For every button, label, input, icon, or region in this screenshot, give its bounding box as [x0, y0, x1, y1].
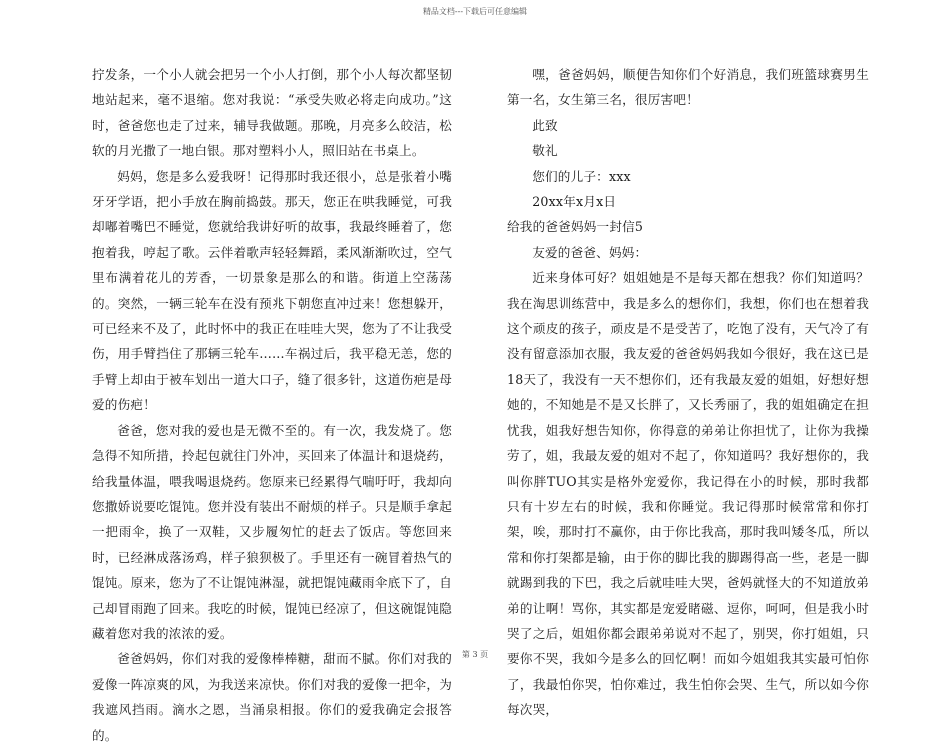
- paragraph: 近来身体可好？姐姐她是不是每天都在想我？你们知道吗？我在淘思训练营中，我是多么的想你们，我想，你们也在想着我这个顽皮的孩子，顽皮是不是受苦了，吃饱了没有，天气冷了有没有留意添加衣服，我友爱的爸爸妈妈我如今很好，我在这已是18天了，我没有一天不想你们，还有我最友爱的姐姐，好想好想她的，不知她是不是又长胖了，又长秀丽了，我的姐姐确定在担忧我，姐我好想告知你，你得意的弟弟让你担忧了，让你为我操劳了，姐，我最友爱的姐对不起了，你知道吗？我好想你的，我叫你胖TUO其实是格外宠爱你，我记得在小的时候，那时我都只有十岁左右的时候，我和你睡觉。我记得那时候常常和你打架，唉，那时打不赢你，由于你比我高，那时我叫矮冬瓜，所以常和你打架都是输，由于你的脚比我的脚踢得高一些，老是一脚就踢到我的下巴，我之后就哇哇大哭，爸妈就怪大的不知道放弟弟的让啊！骂你，其实都是宠爱睹磁、逗你，呵呵，但是我小时哭了之后，姐姐你都会跟弟弟说对不起了，别哭，你打姐姐，只要你不哭，我如今是多么的回忆啊！而如今姐姐我其实最可怕你了，我最怕你哭，怕你难过，我生怕你会哭、生气，所以如今你每次哭，: [507, 270, 869, 718]
- page-number: 第 3 页: [461, 650, 489, 659]
- signature-line: 您们的儿子：xxx: [532, 168, 631, 184]
- date-line: 20xx年x月x日: [532, 194, 617, 210]
- closing-line: 此致: [532, 117, 558, 133]
- paragraph: 爸爸妈妈，你们对我的爱像棒棒糖，甜而不腻。你们对我的爱像一阵凉爽的风，为我送来凉快。你们对我的爱像一把伞，为我遮风挡雨。滴水之恩，当涌泉相报。你们的爱我确定会报答的。: [92, 651, 452, 743]
- paragraph: 妈妈，您是多么爱我呀！记得那时我还很小，总是张着小嘴牙牙学语，把小手放在胸前捣鼓。那天，您正在哄我睡觉，可我却嘟着嘴巴不睡觉，您就给我讲好听的故事，我最终睡着了，您抱着我，哼起了歌。云伴着歌声轻轻舞蹈，柔风渐渐吹过，空气里布满着花儿的芳香，一切景象是那么的和谐。街道上空荡荡的。突然，一辆三轮车在没有预兆下朝您直冲过来！您想躲开，可已经来不及了，此时怀中的我正在哇哇大哭，您为了不让我受伤，用手臂挡住了那辆三轮车……车祸过后，我平稳无恙，您的手臂上却由于被车划出一道大口子，缝了很多针，这道伤疤是母爱的伤疤！: [92, 168, 452, 413]
- left-column: [92, 62, 452, 748]
- salutation: 友爱的爸爸、妈妈：: [532, 244, 648, 260]
- letter-title: 给我的爸爸妈妈一封信5: [507, 219, 644, 235]
- paragraph: 嘿，爸爸妈妈，顺便告知你们个好消息，我们班篮球赛男生第一名，女生第三名，很厉害吧！: [507, 67, 869, 108]
- paragraph: 爸爸，您对我的爱也是无微不至的。有一次，我发烧了。您急得不知所措，拎起包就往门外冲，买回来了体温计和退烧药，给我量体温，喂我喝退烧药。您原来已经累得气喘吁吁，我却向您撒娇说要吃馄饨。您并没有装出不耐烦的样子。只是顺手拿起一把雨伞，换了一双鞋，又步履匆忙的赶去了饭店。等您回来时，已经淋成落汤鸡，样子狼狈极了。手里还有一碗冒着热气的馄饨。原来，您为了不让馄饨淋湿，就把馄饨藏雨伞底下了，自己却冒雨跑了回来。我吃的时候，馄饨已经凉了，但这碗馄饨隐藏着您对我的浓浓的爱。: [92, 422, 452, 641]
- right-column: [507, 62, 869, 723]
- paragraph: 拧发条，一个小人就会把另一个小人打倒，那个小人每次都坚韧地站起来，毫不退缩。您对我说：“承受失败必将走向成功。”这时，爸爸您也走了过来，辅导我做题。那晚，月亮多么皎洁，松软的月光撒了一地白银。那对塑料小人，照旧站在书桌上。: [92, 67, 452, 159]
- page-header: 精品文档---下载后可任意编辑: [422, 7, 528, 16]
- closing-line: 敬礼: [532, 143, 558, 159]
